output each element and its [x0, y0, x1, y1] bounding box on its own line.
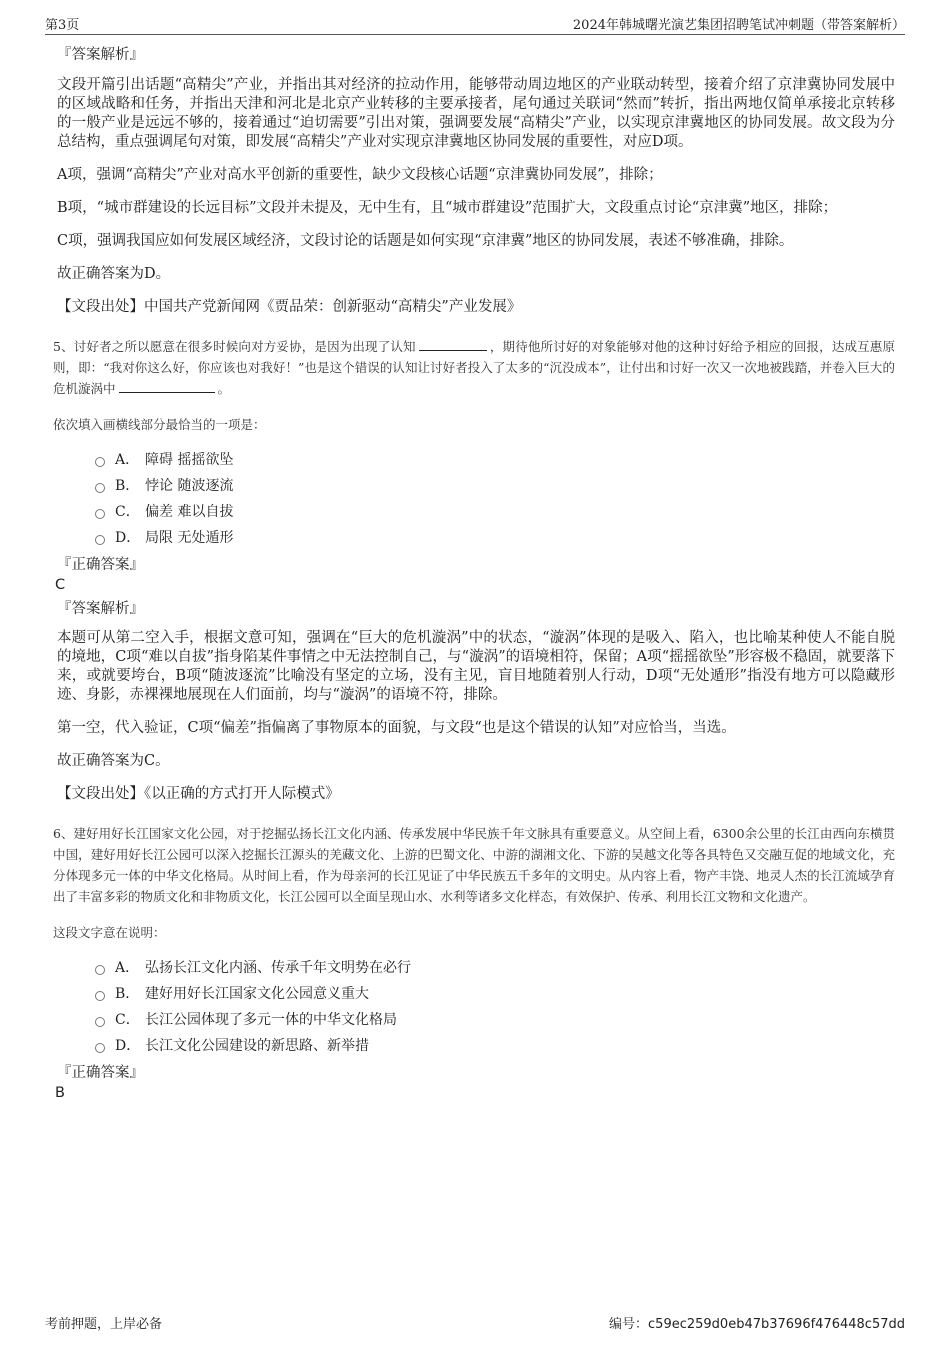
page-header — [45, 14, 905, 35]
analysis-paragraph: 本题可从第二空入手，根据文意可知，强调在“巨大的危机漩涡”中的状态，“漩涡”体现的是吸入、陷入，也比喻某种使人不能自脱的境地，C项“难以自拔”指身陷某件事情之中无法控制自己，与“漩涡”的语境相符，保留；A项“摇摇欲坠”形容极不稳固，就要落下来，或就要垮台，B项“随波逐流”比喻没有坚定的立场，没有主见，盲目地随着别人行动，D项“无处遁形”指没有地方可以隐藏形迹、身影，赤裸裸地展现在人们面前，均与“漩涡”的语境不符，排除。 — [57, 630, 895, 703]
option-c[interactable]: C． 偏差 难以自拔 — [95, 499, 895, 525]
radio-icon[interactable] — [95, 991, 105, 1001]
question-prompt: 这段文字意在说明： — [53, 925, 166, 940]
fill-blank — [419, 338, 487, 351]
answer-label: 『正确答案』 — [57, 1065, 144, 1081]
option-b[interactable]: B． 悖论 随波逐流 — [95, 473, 895, 499]
source-citation: 【文段出处】《以正确的方式打开人际模式》 — [57, 786, 340, 802]
option-d[interactable]: D． 局限 无处遁形 — [95, 525, 895, 551]
radio-icon[interactable] — [95, 1043, 105, 1053]
document-title: 2024年韩城曙光演艺集团招聘笔试冲刺题（带答案解析） — [572, 18, 905, 33]
q4-analysis-section — [57, 44, 895, 318]
analysis-label: 『答案解析』 — [57, 47, 144, 63]
radio-icon[interactable] — [95, 1017, 105, 1027]
fill-blank — [119, 380, 215, 393]
analysis-paragraph: 文段开篇引出话题“高精尖”产业，并指出其对经济的拉动作用，能够带动周边地区的产业联动转型，接着介绍了京津冀协同发展中的区域战略和任务，并指出天津和河北是北京产业转移的主要承接者，尾句通过关联词“然而”转折，指出两地仅简单承接北京转移的一般产业是远远不够的，接着通过“迫切需要”引出对策，强调要发展“高精尖”产业，以实现京津冀地区的协同发展。故文段为分总结构，重点强调尾句对策，即发展“高精尖”产业对实现京津冀地区协同发展的重要性，对应D项。 — [57, 77, 895, 150]
options-list — [95, 447, 895, 551]
document-body — [53, 44, 895, 1103]
analysis-paragraph: 第一空，代入验证，C项“偏差”指偏离了事物原本的面貌，与文段“也是这个错误的认知”对应恰当，当选。 — [57, 720, 736, 736]
radio-icon[interactable] — [95, 457, 105, 467]
question-6 — [53, 823, 895, 1103]
analysis-paragraph: A项，强调“高精尖”产业对高水平创新的重要性，缺少文段核心话题“京津冀协同发展”，排除； — [57, 167, 663, 183]
analysis-label: 『答案解析』 — [57, 601, 144, 617]
radio-icon[interactable] — [95, 965, 105, 975]
answer-value: B — [55, 1085, 65, 1101]
document-code: 编号：c59ec259d0eb47b37696f476448c57dd — [609, 1317, 905, 1332]
option-c[interactable]: C． 长江公园体现了多元一体的中华文化格局 — [95, 1007, 895, 1033]
options-list — [95, 955, 895, 1059]
option-a[interactable]: A． 障碍 摇摇欲坠 — [95, 447, 895, 473]
question-text: 5、讨好者之所以愿意在很多时候向对方妥协，是因为出现了认知 ，期待他所讨好的对象能够对他的这种讨好给予相应的回报，达成互惠原则，即：“我对你这么好，你应该也对我好！”也是这个错误的认知让讨好者投入了太多的“沉没成本”，让付出和讨好一次又一次地被践踏，并卷入巨大的危机漩涡中 。 — [53, 339, 895, 396]
analysis-paragraph: B项，“城市群建设的长远目标”文段并未提及，无中生有，且“城市群建设”范围扩大，文段重点讨论“京津冀”地区，排除； — [57, 200, 838, 216]
question-text: 6、建好用好长江国家文化公园，对于挖掘弘扬长江文化内涵、传承发展中华民族千年文脉具有重要意义。从空间上看，6300余公里的长江由西向东横贯中国，建好用好长江公园可以深入挖掘长江源头的羌藏文化、上游的巴蜀文化、中游的湖湘文化、下游的吴越文化等各具特色又交融互促的地域文化，充分体现多元一体的中华文化格局。从时间上看，作为母亲河的长江见证了中华民族五千多年的文明史。从内容上看，物产丰饶、地灵人杰的长江流域孕育出了丰富多彩的物质文化和非物质文化，长江公园可以全面呈现山水、水利等诸多文化样态，有效保护、传承、利用长江文物和文化遗产。 — [53, 826, 895, 904]
analysis-paragraph: 故正确答案为D。 — [57, 266, 171, 282]
radio-icon[interactable] — [95, 483, 105, 493]
question-prompt: 依次填入画横线部分最恰当的一项是： — [53, 417, 266, 432]
radio-icon[interactable] — [95, 509, 105, 519]
answer-value: C — [55, 577, 66, 593]
source-citation: 【文段出处】中国共产党新闻网《贾品荣：创新驱动“高精尖”产业发展》 — [57, 299, 522, 315]
option-a[interactable]: A． 弘扬长江文化内涵、传承千年文明势在必行 — [95, 955, 895, 981]
analysis-paragraph: 故正确答案为C。 — [57, 753, 170, 769]
option-d[interactable]: D． 长江文化公园建设的新思路、新举措 — [95, 1033, 895, 1059]
page-number: 第3页 — [45, 18, 80, 33]
question-5 — [53, 336, 895, 805]
option-b[interactable]: B． 建好用好长江国家文化公园意义重大 — [95, 981, 895, 1007]
footer-slogan: 考前押题，上岸必备 — [45, 1317, 163, 1332]
analysis-paragraph: C项，强调我国应如何发展区域经济，文段讨论的话题是如何实现“京津冀”地区的协同发展，表述不够准确，排除。 — [57, 233, 794, 249]
answer-label: 『正确答案』 — [57, 557, 144, 573]
radio-icon[interactable] — [95, 535, 105, 545]
